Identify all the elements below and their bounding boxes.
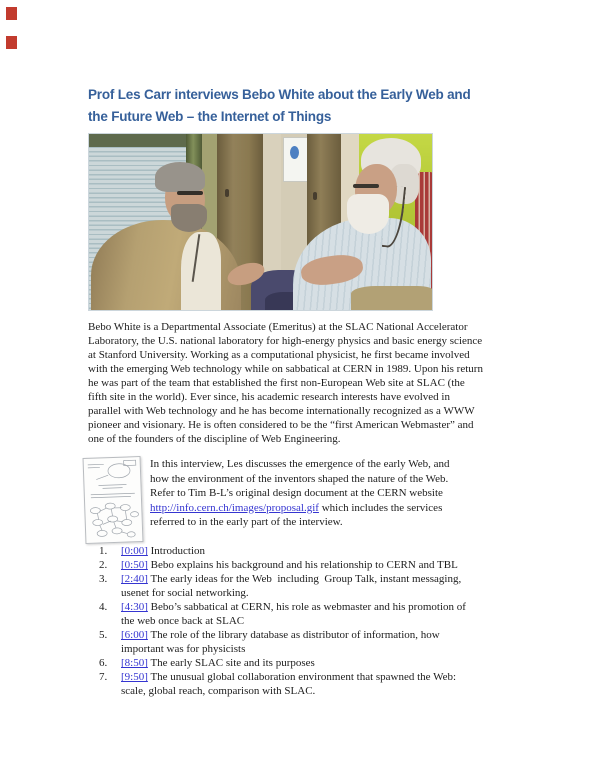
list-item-text: The early SLAC site and its purposes xyxy=(147,657,315,669)
intro-line: Refer to Tim B-L’s original design document at the CERN website xyxy=(150,487,443,499)
intro-line: In this interview, Les discusses the emergence of the early Web, and xyxy=(150,458,450,470)
page-title xyxy=(88,84,548,128)
left-man-beard xyxy=(171,204,207,232)
list-item-text: Introduction xyxy=(147,545,206,557)
bio-line: fifth site in the world). Ever since, his academic research interests have evolved in xyxy=(88,391,450,403)
timestamp-link-0050[interactable]: [0:50] xyxy=(121,559,148,571)
list-item-text: The early ideas for the Web including Group Talk, instant messaging, xyxy=(147,573,462,585)
list-item-wrap: the web once back at SLAC xyxy=(121,615,245,627)
intro-line: how the environment of the inventors shaped the nature of the Web. xyxy=(150,472,449,485)
proposal-document-thumbnail xyxy=(83,456,144,544)
bio-line: parallel with Web technology and he has become internationally recognized as a WWW xyxy=(88,405,475,417)
page-title-line2: the Future Web – the Internet of Things xyxy=(88,109,332,124)
list-item xyxy=(99,600,466,614)
bio-paragraph xyxy=(88,320,483,446)
left-man-shirt xyxy=(181,232,221,311)
list-number: 7. xyxy=(99,671,108,683)
bio-line: pioneer and visionary. He is often considered to be the “first American Webmaster” and xyxy=(88,419,474,431)
timestamp-link-0000[interactable]: [0:00] xyxy=(121,545,148,557)
bio-line: one of the founders of the discipline of Web Engineering. xyxy=(88,433,341,445)
list-item xyxy=(99,558,466,572)
proposal-sketch-icon xyxy=(84,457,143,543)
list-item-text: Bebo’s sabbatical at CERN, his role as webmaster and his promotion of xyxy=(147,601,466,613)
list-item xyxy=(99,572,466,586)
list-number: 4. xyxy=(99,601,108,613)
photo-door-handle-left xyxy=(225,189,229,197)
right-man-beard xyxy=(347,194,389,234)
bio-line: he was part of the team that established the first non-European Web site at SLAC (the xyxy=(88,377,465,389)
list-item-wrap: important was for physicists xyxy=(121,643,246,655)
right-man-glasses xyxy=(353,184,379,188)
intro-line: referred to in the early part of the interview. xyxy=(150,516,343,528)
photo-window-top xyxy=(89,134,186,147)
bio-line: at Stanford University. Working as a computational physicist, he first became involved xyxy=(88,349,470,361)
timestamp-list xyxy=(99,544,466,698)
left-man-glasses xyxy=(177,191,203,195)
photo-poster xyxy=(283,137,308,182)
red-annotation-mark-top xyxy=(6,7,17,20)
bio-line: Laboratory, the U.S. national laboratory for high-energy physics and basic energy science xyxy=(88,335,483,347)
list-item xyxy=(99,670,466,684)
list-number: 2. xyxy=(99,559,108,571)
right-man-trousers xyxy=(351,286,433,311)
timestamp-link-0850[interactable]: [8:50] xyxy=(121,657,148,669)
left-man-hair xyxy=(155,162,205,192)
list-number: 3. xyxy=(99,573,108,585)
page-title-line1: Prof Les Carr interviews Bebo White about the Early Web and xyxy=(88,87,471,102)
list-number: 1. xyxy=(99,545,108,557)
timestamp-link-0430[interactable]: [4:30] xyxy=(121,601,148,613)
intro-line-with-link xyxy=(150,501,540,516)
timestamp-link-0950[interactable]: [9:50] xyxy=(121,671,148,683)
timestamp-link-0600[interactable]: [6:00] xyxy=(121,629,148,641)
list-item-wrap: scale, global reach, comparison with SLAC. xyxy=(121,685,316,697)
bio-line: with the emerging Web technology while on sabbatical at CERN in 1989. Upon his return xyxy=(88,363,483,375)
timestamp-link-0240[interactable]: [2:40] xyxy=(121,573,148,585)
list-number: 5. xyxy=(99,629,108,641)
intro-paragraph xyxy=(150,457,540,530)
list-item xyxy=(99,656,466,670)
list-number: 6. xyxy=(99,657,108,669)
list-item xyxy=(99,544,466,558)
list-item-text: Bebo explains his background and his relationship to CERN and TBL xyxy=(147,559,458,571)
list-item-text: The unusual global collaboration environment that spawned the Web: xyxy=(147,671,457,683)
red-annotation-mark-bottom xyxy=(6,36,17,49)
photo-poster-graphic xyxy=(290,146,299,159)
list-item-text: The role of the library database as distributor of information, how xyxy=(147,629,440,641)
intro-after-link: which includes the services xyxy=(318,501,443,514)
bio-line: Bebo White is a Departmental Associate (Emeritus) at the SLAC National Accelerator xyxy=(88,321,468,333)
list-item-wrap: usenet for social networking. xyxy=(121,587,249,599)
list-item xyxy=(99,628,466,642)
photo-door-handle-right xyxy=(313,192,317,200)
interview-photo xyxy=(88,133,433,311)
proposal-gif-link[interactable]: http://info.cern.ch/images/proposal.gif xyxy=(150,501,319,514)
